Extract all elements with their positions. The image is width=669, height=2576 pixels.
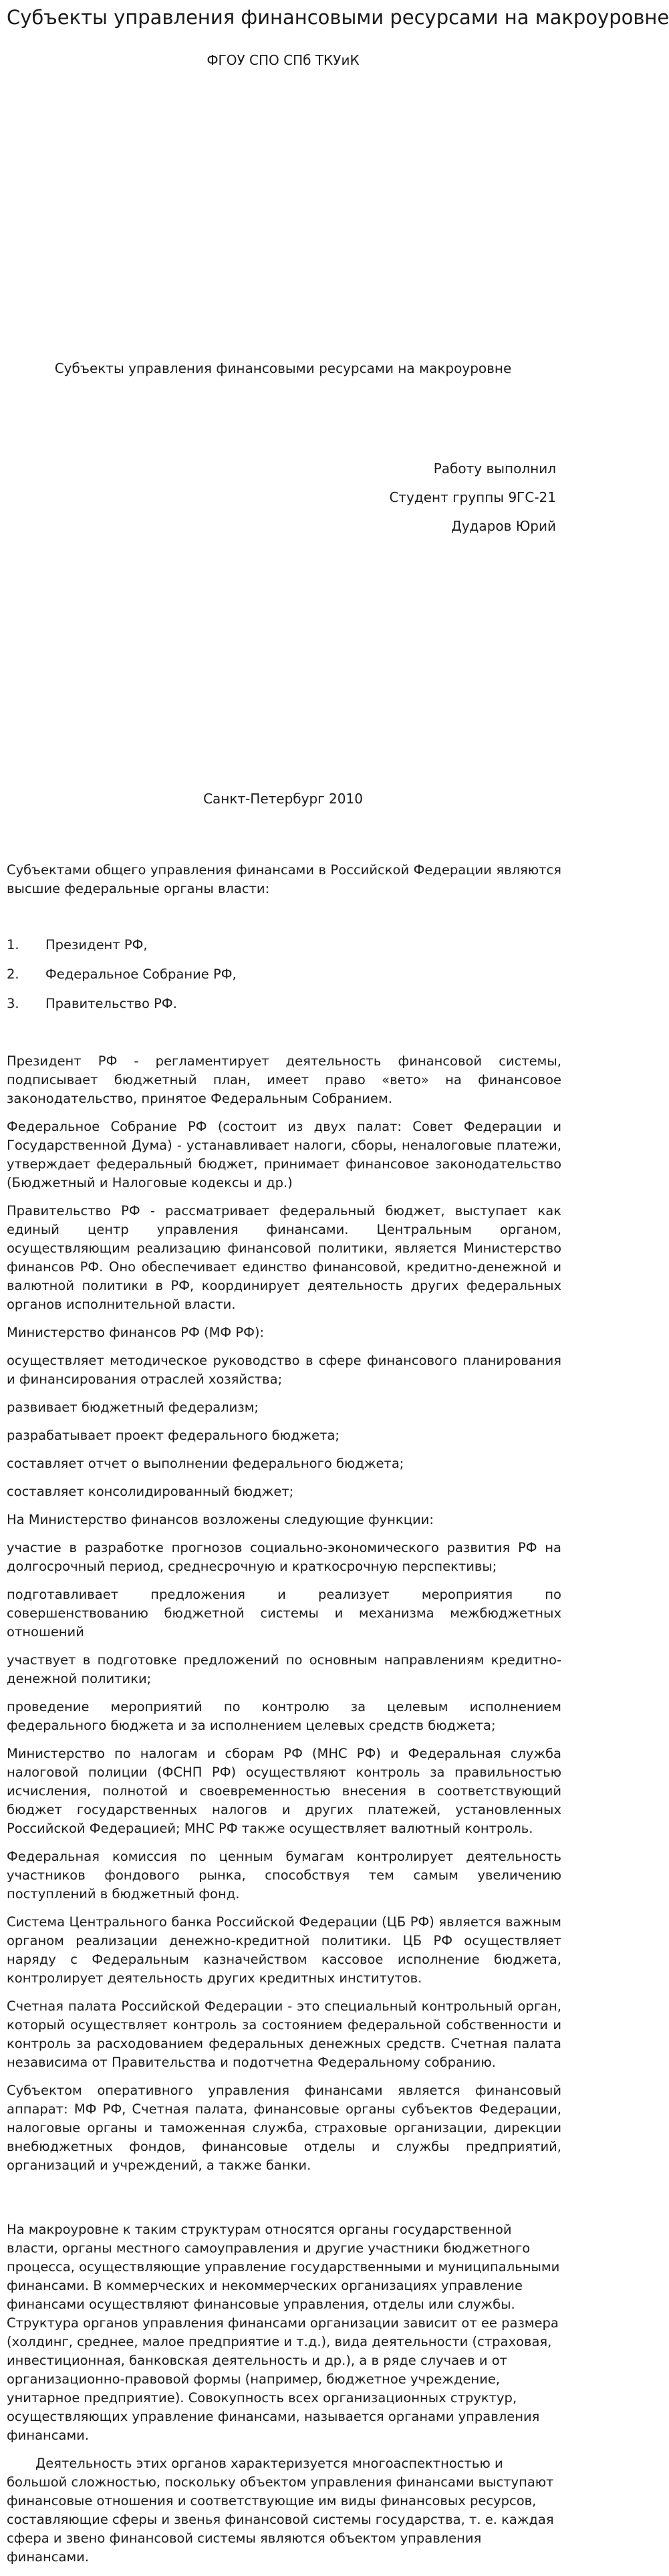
paragraph: осуществляет методическое руководство в сфере финансового планирования и финансирования отраслей хозяйства; <box>7 1353 561 1387</box>
paragraph: Правительство РФ - рассматривает федеральный бюджет, выступает как единый центр управления финансами. Центральным органом, осуществляющим реализацию финансовой политики, является Министерство финансов РФ. Оно обеспечивает единство финансовой, кредитно-денежной и валютной политики в РФ, координирует деятельность других федеральных органов исполнительной власти. <box>7 1203 561 1312</box>
city-year: Санкт-Петербург 2010 <box>203 791 363 807</box>
final-paragraph: Деятельность этих органов характеризуется многоаспектностью и большой сложностью, поскольку объектом управления финансами выступают финансовые отношения и соответствующие им виды финансовых ресурсов, составляющие сферы и звенья финансовой системы государства, т. е. каждая сфера и звено финансовой системы являются объектом управления финансами. <box>7 2456 554 2565</box>
paragraph: Федеральное Собрание РФ (состоит из двух палат: Совет Федерации и Государственной Дума) - устанавливает налоги, сборы, неналоговые платежи, утверждает федеральный бюджет, принимает финансовое законодательство (Бюджетный и Налоговые кодексы и др.) <box>7 1119 561 1190</box>
paragraph: Субъектом оперативного управления финансами является финансовый аппарат: МФ РФ, Счетная палата, финансовые органы субъектов Федерации, налоговые органы и таможенная служба, страховые организации, дирекции внебюджетных фондов, финансовые отделы и службы предприятий, организаций и учреждений, а также банки. <box>7 2083 561 2173</box>
paragraph: проведение мероприятий по контролю за целевым исполнением федерального бюджета и за исполнением целевых средств бюджета; <box>7 1699 561 1733</box>
paragraph: участие в разработке прогнозов социально-экономического развития РФ на долгосрочный период, среднесрочную и краткосрочную перспективы; <box>7 1540 561 1574</box>
paragraph: подготавливает предложения и реализует мероприятия по совершенствованию бюджетной системы и механизма межбюджетных отношений <box>7 1587 561 1640</box>
intro-paragraph: Субъектами общего управления финансами в Российской Федерации являются высшие федеральные органы власти: <box>7 862 561 896</box>
paragraph: Счетная палата Российской Федерации - это специальный контрольный орган, который осуществляет контроль за состоянием федеральной собственности и контроль за расходованием федеральных денежных средств. Счетная палата независима от Правительства и подотчетна Федеральному собранию. <box>7 1999 561 2070</box>
institution-name: ФГОУ СПО СПб ТКУиК <box>207 52 360 68</box>
paragraph: Система Центрального банка Российской Федерации (ЦБ РФ) является важным органом реализации денежно-кредитной политики. ЦБ РФ осуществляет наряду с Федеральным казначейством кассовое исполнение бюджета, контролирует деятельность других кредитных институтов. <box>7 1914 561 1986</box>
author-line-1: Работу выполнил <box>433 461 556 477</box>
list-item: 3. Правительство РФ. <box>7 996 177 1011</box>
paragraph: участвует в подготовке предложений по основным направлениям кредитно-денежной политики; <box>7 1652 561 1686</box>
author-name: Дударов Юрий <box>451 518 556 534</box>
document-body <box>7 861 561 2576</box>
paragraph: составляет отчет о выполнении федерального бюджета; <box>7 1456 404 1471</box>
work-subtitle: Субъекты управления финансовыми ресурсами на макроуровне <box>54 360 512 376</box>
list-item: 2. Федеральное Собрание РФ, <box>7 967 237 982</box>
paragraph: составляет консолидированный бюджет; <box>7 1484 294 1499</box>
paragraph: Федеральная комиссия по ценным бумагам контролирует деятельность участников фондового рынка, способствуя тем самым увеличению поступлений в бюджетный фонд. <box>7 1849 561 1902</box>
paragraph: развивает бюджетный федерализм; <box>7 1400 259 1415</box>
paragraph: Министерство финансов РФ (МФ РФ): <box>7 1325 265 1340</box>
document-title: Субъекты управления финансовыми ресурсами на макроуровне <box>7 6 669 29</box>
paragraph: Президент РФ - регламентирует деятельность финансовой системы, подписывает бюджетный план, имеет право «вето» на финансовое законодательство, принятое Федеральным Собранием. <box>7 1053 561 1106</box>
federal-bodies-list <box>7 936 561 1013</box>
paragraph: Министерство по налогам и сборам РФ (МНС РФ) и Федеральная служба налоговой полиции (ФСНП РФ) осуществляют контроль за правильностью исчисления, полнотой и своевременностью внесения в соответствующий бюджет государственных налогов и других платежей, установленных Российской Федерацией; МНС РФ также осуществляет валютный контроль. <box>7 1746 561 1836</box>
paragraph: На Министерство финансов возложены следующие функции: <box>7 1512 434 1527</box>
author-line-2: Студент группы 9ГС-21 <box>389 489 556 505</box>
macro-level-paragraph: На макроуровне к таким структурам относятся органы государственной власти, органы местного самоуправления и другие участники бюджетного процесса, осуществляющие управление государственными и муниципальными финансами. В коммерческих и некоммерческих организациях управление финансами осуществляют финансовые управления, отделы или службы. Структура органов управления финансами организации зависит от ее размера (холдинг, среднее, малое предприятие и т.д.), вида деятельности (страховая, инвестиционная, банковская деятельность и др.), а в ряде случаев и от организационно-правовой формы (например, бюджетное учреждение, унитарное предприятие). Совокупность всех организационных структур, осуществляющих управление финансами, называется органами управления финансами. <box>7 2222 560 2443</box>
list-item: 1. Президент РФ, <box>7 937 148 952</box>
paragraph: разрабатывает проект федерального бюджета; <box>7 1428 340 1443</box>
